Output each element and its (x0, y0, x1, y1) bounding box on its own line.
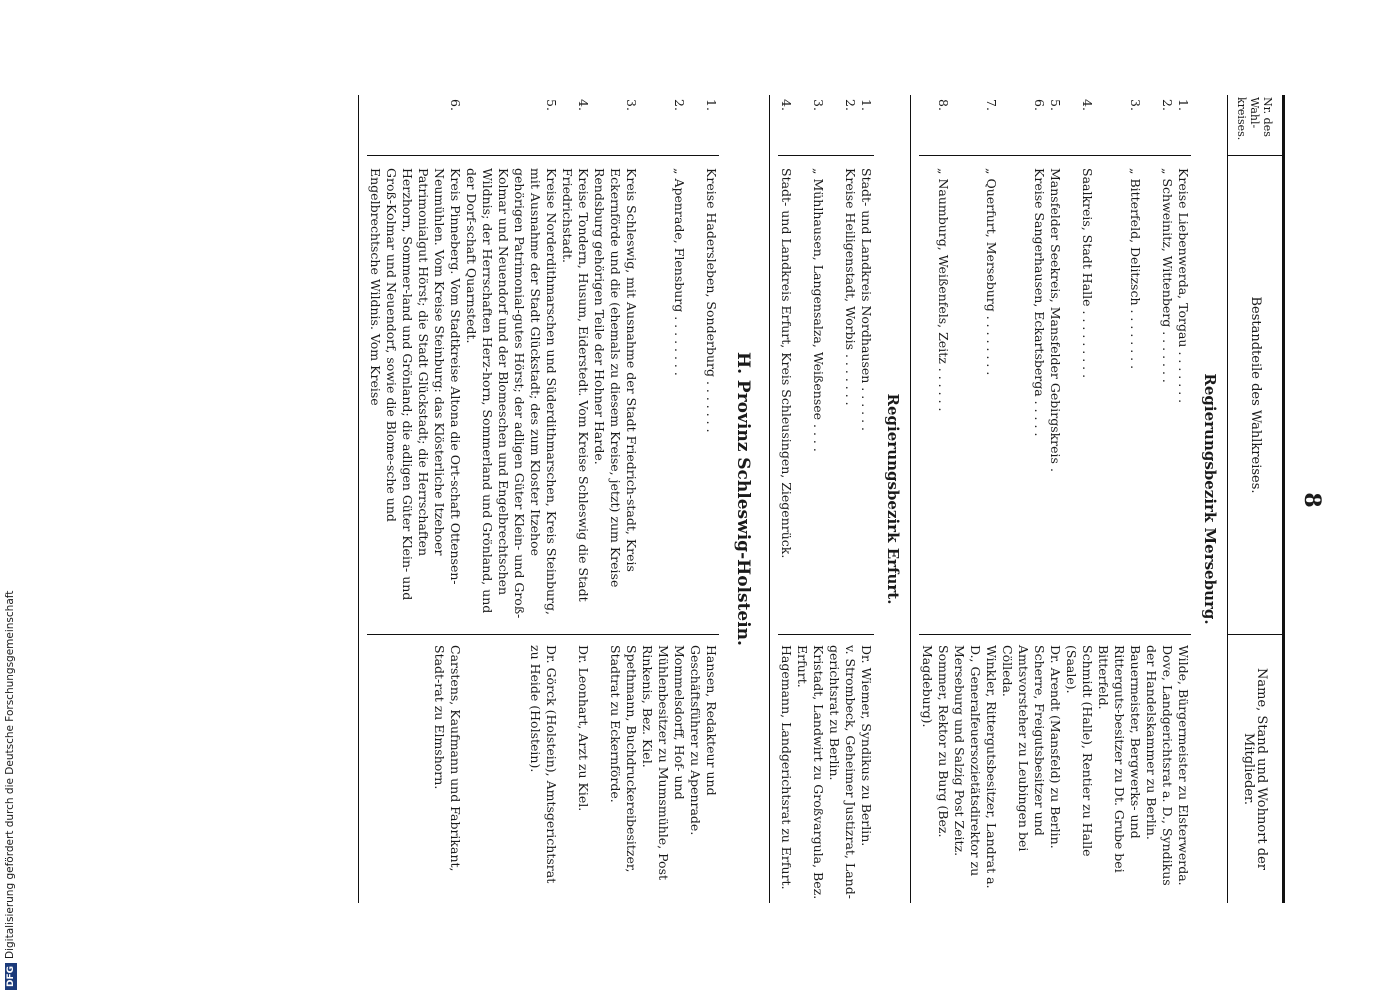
cell-name: Dr. Görck (Holstein), Amtsgerichtsrat zu Heide (Holstein). (528, 645, 559, 884)
section-group (358, 95, 769, 903)
cell-nr: 1. (1176, 99, 1191, 111)
cell-nr: 4. (1080, 99, 1095, 111)
table-row (1047, 95, 1063, 903)
table-row (778, 95, 794, 903)
cell-bestandteile: „ Naumburg, Weißenfels, Zeitz . . . . . . (919, 155, 951, 635)
cell-name: v. Strombeck, Geheimer Justizrat, Land-gerichtsrat zu Berlin. (827, 645, 858, 899)
table-row (1095, 95, 1143, 903)
credit-text: Digitalisierung gefördert durch die Deutsche Forschungsgemeinschaft (4, 590, 16, 959)
header-nr: Nr. des Wahl-kreises. (1235, 97, 1275, 141)
cell-nr: 1. (704, 99, 719, 111)
cell-name: Dr. Leonhart, Arzt zu Kiel. (576, 645, 591, 812)
table-row (639, 95, 687, 903)
cell-nr: 2. (843, 99, 858, 111)
cell-nr: 3. (624, 99, 639, 111)
header-name: Name, Stand und Wohnort der Mitglieder. (1241, 668, 1269, 870)
cell-nr: 3. (1128, 99, 1143, 111)
cell-bestandteile: Kreise Norderdithmarschen und Süderdithmarschen, Kreis Steinburg, mit Ausnahme der Stadt Glückstadt; des zum Kloster Itzehoe gehörigen Patrimonial-gutes Hörst; der adligen Güter Klein- und Groß-Kolmar und Neuendorf und der Blomeschen und Engelbrechtschen Wildnis; der Herrschaften Herz-horn, Sommerland und Grönland, und der Dorf-schaft Quarnstedt. (463, 155, 559, 635)
table-row (951, 95, 999, 903)
cell-bestandteile: Stadt- und Landkreis Nordhausen . . . . . . (858, 155, 874, 635)
section-group (769, 95, 910, 903)
section-gap (770, 95, 778, 903)
cell-bestandteile: Kreis Pinneberg. Vom Stadtkreise Altona die Ort-schaft Ottensen-Neumühlen. Vom Kreise Steinburg: das Klösterliche Itzehoer Patrimonialgut Hörst; die Stadt Glückstadt; die Herrschaften Herzhorn, Sommer-land und Grönland; die adligen Güter Klein- und Groß-Kolmar und Neuendorf, sowie die Blome-sche und Engelbrechtsche Wildnis. Vom Kreise (367, 155, 463, 635)
members-table (358, 95, 1285, 903)
cell-bestandteile: „ Querfurt, Merseburg . . . . . . . . (951, 155, 999, 635)
cell-name: Hansen, Redakteur und Geschäftsführer zu Apenrade. (688, 645, 719, 836)
cell-name: Spethmann, Buchdruckereibesitzer, Stadtrat zu Eckernförde. (608, 645, 639, 873)
table-row (919, 95, 951, 903)
table-row (858, 95, 874, 903)
cell-bestandteile: Kreise Sangerhausen, Eckartsberga . . . . . (999, 155, 1047, 635)
cell-name: Wilde, Bürgermeister zu Elsterwerda. (1176, 645, 1191, 886)
side-credit (4, 590, 17, 990)
cell-bestandteile: Kreise Liebenwerda, Torgau . . . . . . . (1175, 155, 1191, 635)
table-row (463, 95, 559, 903)
cell-bestandteile: Kreise Tondern, Husum, Eiderstedt. Vom Kreise Schleswig die Stadt Friedrichstadt. (559, 155, 591, 635)
cell-name: Kristadt, Landwirt zu Großvargula, Bez. Erfurt. (795, 645, 826, 900)
table-row (687, 95, 719, 903)
table-row (591, 95, 639, 903)
cell-nr: 5. (1048, 99, 1063, 111)
cell-nr: 1. (859, 99, 874, 111)
table-row (559, 95, 591, 903)
cell-bestandteile: Kreise Hadersleben, Sonderburg . . . . . . . (687, 155, 719, 635)
cell-name: Dr. Wiemer, Syndikus zu Berlin. (859, 645, 874, 847)
page-number: 8 (1299, 492, 1325, 508)
cell-nr: 7. (984, 99, 999, 111)
cell-bestandteile: Kreise Heiligenstadt, Worbis . . . . . . . (826, 155, 858, 635)
cell-name: Bauermeister, Bergwerks- und Ritterguts-besitzer zu Dt. Grube bei Bitterfeld. (1096, 645, 1143, 873)
cell-bestandteile: „ Mühlhausen, Langensalza, Weißensee . . . . (794, 155, 826, 635)
cell-bestandteile: „ Apenrade, Flensburg . . . . . . . . (639, 155, 687, 635)
table-row (826, 95, 858, 903)
cell-bestandteile: Kreis Schleswig, mit Ausnahme der Stadt Friedrich-stadt, Kreis Eckernförde und die (ehemals zu diesem Kreise, jetzt) zum Kreise Rendsburg gehörigen Teile der Hohner Harde. (591, 155, 639, 635)
cell-name: Mommelsdorff, Hof- und Mühlenbesitzer zu Mumsmühle, Post Rinkenis, Bez. Kiel. (640, 645, 687, 881)
cell-bestandteile: „ Bitterfeld, Delitzsch . . . . . . . . (1095, 155, 1143, 635)
cell-nr: 5. (544, 99, 559, 111)
cell-nr: 4. (576, 99, 591, 111)
table-row (1143, 95, 1175, 903)
section-title: Regierungsbezirk Merseburg. (1201, 373, 1219, 625)
cell-nr: 2. (1160, 99, 1175, 111)
cell-name: Dove, Landgerichtsrat a. D., Syndikus der Handelskammer zu Berlin. (1144, 645, 1175, 886)
cell-nr: 3. (811, 99, 826, 111)
header-bestandteile: Bestandteile des Wahlkreises. (1228, 155, 1282, 635)
cell-nr: 2. (672, 99, 687, 111)
cell-name: Hagemann, Landgerichtsrat zu Erfurt. (779, 645, 794, 890)
cell-name: Winkler, Rittergutsbesitzer, Landrat a. D., Generalfeuersozietätsdirektor zu Merseburg und Salzig Post Zeitz. (952, 645, 999, 889)
cell-bestandteile: Stadt- und Landkreis Erfurt, Kreis Schleusingen, Ziegenrück. (778, 155, 794, 635)
table-row (1063, 95, 1095, 903)
cell-name: Scherre, Freigutsbesitzer und Amtsvorsteher zu Leubingen bei Cölleda. (1000, 645, 1047, 852)
section-title: H. Provinz Schleswig-Holstein. (733, 352, 753, 646)
cell-bestandteile: Saalkreis, Stadt Halle . . . . . . . . . (1063, 155, 1095, 635)
table-row (1175, 95, 1191, 903)
table-header (1227, 95, 1285, 903)
cell-name: Sommer, Rektor zu Burg (Bez. Magdeburg). (920, 645, 951, 838)
table-row (999, 95, 1047, 903)
cell-bestandteile: Mansfelder Seekreis, Mansfelder Gebirgskreis . (1047, 155, 1063, 635)
cell-name: Carstens, Kaufmann und Fabrikant, Stadt-rat zu Elmshorn. (432, 645, 463, 872)
section-gap (359, 95, 367, 903)
cell-bestandteile: „ Schweinitz, Wittenberg . . . . . . . (1143, 155, 1175, 635)
cell-name: Schmidt (Halle), Rentier zu Halle (Saale). (1064, 645, 1095, 857)
cell-nr: 8. (936, 99, 951, 111)
cell-nr: 4. (779, 99, 794, 111)
table-body (358, 95, 1227, 903)
cell-nr: 6. (448, 99, 463, 111)
section-group (910, 95, 1227, 903)
table-row (367, 95, 463, 903)
table-row (794, 95, 826, 903)
dfg-logo: DFG (5, 963, 17, 990)
cell-name: Dr. Arendt (Mansfeld) zu Berlin. (1048, 645, 1063, 849)
cell-nr: 6. (1032, 99, 1047, 111)
section-title: Regierungsbezirk Erfurt. (884, 393, 902, 605)
section-gap (911, 95, 919, 903)
